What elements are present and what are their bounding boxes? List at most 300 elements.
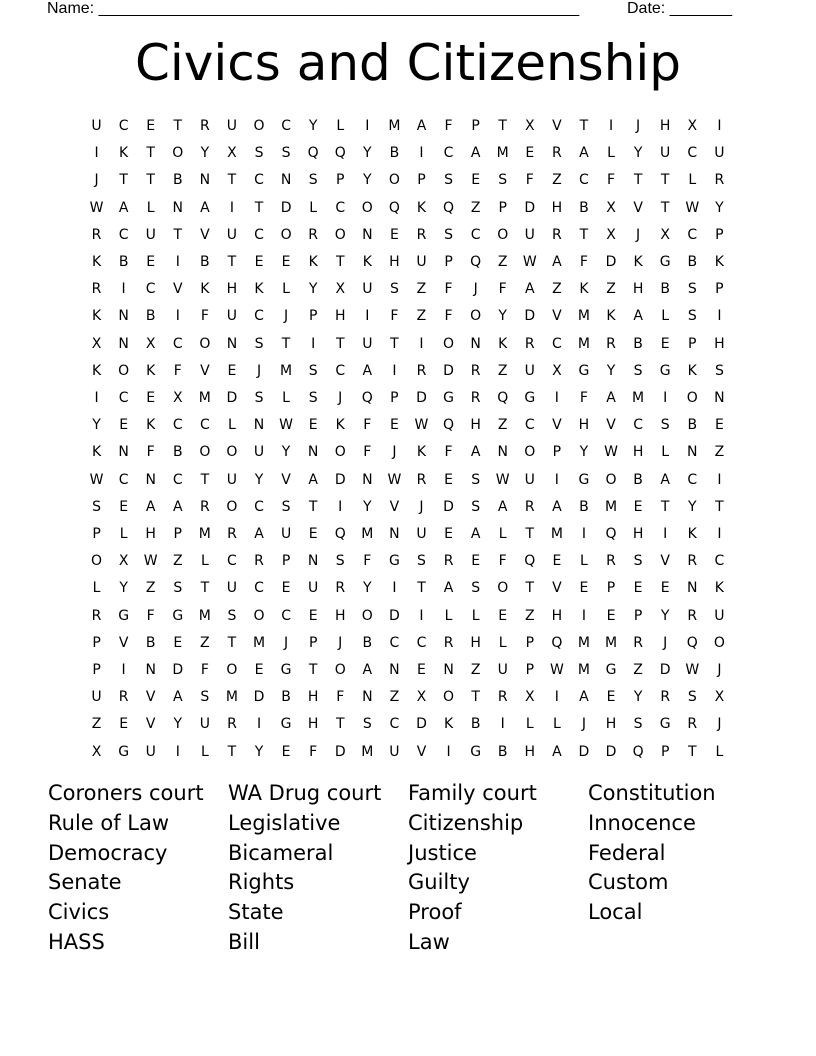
grid-letter[interactable]: N: [497, 444, 508, 461]
grid-letter[interactable]: K: [687, 362, 697, 379]
grid-letter[interactable]: I: [365, 308, 370, 325]
grid-letter[interactable]: I: [717, 526, 722, 543]
grid-letter[interactable]: L: [688, 172, 697, 189]
grid-letter[interactable]: L: [444, 607, 453, 624]
grid-letter[interactable]: N: [118, 308, 129, 325]
grid-letter[interactable]: R: [91, 607, 102, 624]
grid-letter[interactable]: S: [471, 498, 481, 515]
grid-letter[interactable]: D: [172, 662, 184, 679]
grid-letter[interactable]: L: [607, 145, 615, 162]
grid-letter[interactable]: O: [443, 335, 455, 352]
grid-letter[interactable]: A: [254, 526, 264, 543]
grid-letter[interactable]: G: [388, 553, 400, 570]
grid-letter[interactable]: T: [525, 580, 535, 597]
grid-letter[interactable]: T: [471, 689, 480, 706]
grid-letter[interactable]: B: [200, 254, 210, 271]
grid-letter[interactable]: K: [91, 308, 102, 325]
grid-letter[interactable]: D: [524, 308, 536, 325]
grid-letter[interactable]: N: [199, 172, 211, 189]
grid-letter[interactable]: L: [146, 199, 155, 216]
grid-letter[interactable]: T: [227, 254, 237, 271]
grid-letter[interactable]: P: [92, 526, 101, 543]
grid-letter[interactable]: O: [199, 335, 211, 352]
grid-letter[interactable]: C: [118, 471, 129, 488]
grid-letter[interactable]: Z: [416, 281, 427, 298]
grid-letter[interactable]: L: [200, 743, 209, 760]
grid-letter[interactable]: K: [579, 281, 589, 298]
grid-letter[interactable]: K: [714, 580, 724, 597]
grid-letter[interactable]: A: [145, 498, 156, 515]
grid-letter[interactable]: K: [91, 444, 102, 461]
grid-letter[interactable]: B: [145, 634, 156, 651]
grid-letter[interactable]: E: [389, 417, 399, 434]
grid-letter[interactable]: I: [554, 689, 559, 706]
grid-letter[interactable]: C: [254, 172, 264, 189]
grid-letter[interactable]: I: [94, 390, 99, 407]
grid-letter[interactable]: G: [470, 743, 482, 760]
grid-letter[interactable]: E: [146, 118, 156, 134]
grid-letter[interactable]: S: [417, 553, 426, 570]
grid-letter[interactable]: P: [633, 607, 643, 624]
grid-letter[interactable]: P: [715, 281, 724, 298]
grid-letter[interactable]: N: [714, 390, 725, 407]
grid-letter[interactable]: M: [577, 662, 590, 679]
grid-letter[interactable]: Y: [200, 145, 210, 162]
grid-letter[interactable]: E: [119, 716, 129, 733]
grid-letter[interactable]: P: [444, 254, 453, 271]
grid-letter[interactable]: Y: [363, 580, 372, 597]
grid-letter[interactable]: U: [660, 145, 671, 162]
grid-letter[interactable]: Y: [254, 743, 264, 760]
grid-letter[interactable]: X: [714, 689, 725, 706]
grid-letter[interactable]: T: [227, 172, 237, 189]
grid-letter[interactable]: A: [470, 444, 481, 461]
grid-letter[interactable]: S: [389, 281, 399, 298]
grid-letter[interactable]: N: [145, 662, 156, 679]
grid-letter[interactable]: M: [361, 526, 374, 543]
grid-letter[interactable]: R: [416, 362, 427, 379]
grid-letter[interactable]: K: [254, 281, 264, 298]
grid-letter[interactable]: N: [118, 444, 129, 461]
grid-letter[interactable]: T: [200, 471, 210, 488]
grid-letter[interactable]: R: [497, 689, 508, 706]
grid-letter[interactable]: H: [659, 118, 671, 134]
grid-letter[interactable]: L: [715, 743, 724, 760]
grid-letter[interactable]: Y: [308, 281, 318, 298]
grid-letter[interactable]: Z: [497, 362, 508, 379]
grid-letter[interactable]: G: [578, 362, 590, 379]
grid-letter[interactable]: V: [606, 417, 616, 434]
grid-letter[interactable]: Z: [524, 607, 535, 624]
grid-letter[interactable]: T: [308, 498, 318, 515]
grid-letter[interactable]: O: [388, 172, 400, 189]
grid-letter[interactable]: F: [579, 390, 588, 407]
grid-letter[interactable]: C: [389, 716, 400, 733]
grid-letter[interactable]: T: [660, 199, 670, 216]
grid-letter[interactable]: A: [525, 281, 535, 298]
grid-letter[interactable]: J: [338, 634, 343, 651]
grid-letter[interactable]: O: [118, 362, 130, 379]
grid-letter[interactable]: X: [335, 281, 346, 298]
grid-letter[interactable]: H: [605, 716, 617, 733]
grid-letter[interactable]: C: [335, 199, 346, 216]
grid-letter[interactable]: W: [495, 471, 510, 488]
grid-letter[interactable]: U: [226, 308, 238, 325]
grid-letter[interactable]: V: [552, 417, 562, 434]
grid-letter[interactable]: R: [606, 553, 616, 570]
grid-letter[interactable]: S: [714, 362, 724, 379]
grid-letter[interactable]: Y: [363, 498, 372, 515]
grid-letter[interactable]: I: [229, 199, 234, 216]
grid-letter[interactable]: C: [281, 118, 291, 134]
grid-letter[interactable]: U: [226, 471, 238, 488]
grid-letter[interactable]: B: [281, 689, 291, 706]
grid-letter[interactable]: I: [256, 716, 262, 733]
grid-letter[interactable]: U: [253, 444, 265, 461]
grid-letter[interactable]: O: [280, 226, 292, 243]
grid-letter[interactable]: S: [335, 553, 345, 570]
grid-letter[interactable]: T: [335, 335, 345, 352]
grid-letter[interactable]: F: [363, 417, 372, 434]
grid-letter[interactable]: T: [227, 634, 237, 651]
grid-letter[interactable]: P: [308, 634, 318, 651]
grid-letter[interactable]: X: [606, 226, 616, 243]
grid-letter[interactable]: L: [471, 607, 480, 624]
grid-letter[interactable]: K: [416, 444, 427, 461]
grid-letter[interactable]: L: [580, 553, 588, 570]
grid-letter[interactable]: A: [552, 743, 562, 760]
grid-letter[interactable]: U: [226, 580, 238, 597]
grid-letter[interactable]: U: [524, 226, 535, 243]
grid-letter[interactable]: F: [444, 308, 453, 325]
grid-letter[interactable]: A: [579, 689, 589, 706]
grid-letter[interactable]: R: [470, 390, 481, 407]
grid-letter[interactable]: F: [146, 607, 155, 624]
grid-letter[interactable]: A: [416, 118, 427, 134]
grid-letter[interactable]: Q: [361, 390, 373, 407]
grid-letter[interactable]: T: [579, 226, 589, 243]
grid-letter[interactable]: T: [633, 172, 643, 189]
grid-letter[interactable]: E: [308, 526, 318, 543]
grid-letter[interactable]: M: [577, 335, 590, 352]
grid-letter[interactable]: H: [551, 199, 563, 216]
grid-letter[interactable]: R: [91, 281, 102, 298]
grid-letter[interactable]: K: [146, 362, 156, 379]
grid-letter[interactable]: M: [577, 634, 590, 651]
grid-letter[interactable]: I: [392, 362, 397, 379]
grid-letter[interactable]: T: [335, 254, 345, 271]
grid-letter[interactable]: X: [524, 689, 535, 706]
grid-letter[interactable]: E: [173, 634, 183, 651]
grid-letter[interactable]: U: [145, 743, 156, 760]
grid-letter[interactable]: A: [172, 689, 183, 706]
grid-letter[interactable]: E: [606, 689, 616, 706]
grid-letter[interactable]: U: [226, 118, 238, 134]
grid-letter[interactable]: T: [525, 526, 535, 543]
grid-letter[interactable]: O: [713, 634, 725, 651]
grid-letter[interactable]: L: [498, 634, 507, 651]
grid-letter[interactable]: Y: [254, 471, 264, 488]
grid-letter[interactable]: O: [334, 226, 346, 243]
grid-letter[interactable]: N: [389, 526, 400, 543]
grid-letter[interactable]: R: [199, 498, 210, 515]
grid-letter[interactable]: Z: [497, 417, 508, 434]
grid-letter[interactable]: G: [118, 743, 130, 760]
grid-letter[interactable]: H: [334, 607, 346, 624]
grid-letter[interactable]: Z: [714, 444, 725, 461]
grid-letter[interactable]: J: [419, 498, 424, 515]
grid-letter[interactable]: F: [498, 281, 507, 298]
grid-letter[interactable]: E: [525, 145, 535, 162]
grid-letter[interactable]: W: [414, 417, 429, 434]
grid-letter[interactable]: R: [633, 634, 643, 651]
grid-letter[interactable]: A: [497, 498, 508, 515]
grid-letter[interactable]: Y: [308, 118, 318, 134]
grid-letter[interactable]: O: [253, 118, 265, 134]
grid-letter[interactable]: X: [524, 118, 535, 134]
grid-letter[interactable]: Z: [633, 662, 643, 679]
grid-letter[interactable]: J: [284, 308, 289, 325]
grid-letter[interactable]: O: [334, 662, 346, 679]
grid-letter[interactable]: D: [578, 743, 590, 760]
grid-letter[interactable]: P: [606, 580, 616, 597]
grid-letter[interactable]: D: [280, 199, 292, 216]
grid-letter[interactable]: F: [525, 172, 534, 189]
grid-letter[interactable]: U: [226, 226, 238, 243]
grid-letter[interactable]: I: [338, 498, 343, 515]
grid-letter[interactable]: I: [554, 390, 559, 407]
grid-letter[interactable]: A: [470, 526, 481, 543]
grid-letter[interactable]: B: [172, 172, 183, 189]
grid-letter[interactable]: T: [254, 199, 264, 216]
grid-letter[interactable]: R: [687, 607, 698, 624]
grid-letter[interactable]: Q: [524, 553, 536, 570]
grid-letter[interactable]: F: [200, 662, 209, 679]
grid-letter[interactable]: E: [633, 498, 643, 515]
grid-letter[interactable]: R: [118, 689, 129, 706]
grid-letter[interactable]: J: [473, 281, 478, 298]
grid-letter[interactable]: L: [282, 390, 290, 407]
grid-letter[interactable]: T: [227, 743, 237, 760]
grid-letter[interactable]: T: [498, 118, 507, 134]
grid-letter[interactable]: Z: [389, 689, 400, 706]
grid-letter[interactable]: Y: [579, 444, 589, 461]
grid-letter[interactable]: S: [444, 226, 453, 243]
grid-letter[interactable]: A: [308, 471, 318, 488]
grid-letter[interactable]: C: [118, 390, 129, 407]
grid-letter[interactable]: P: [417, 172, 426, 189]
grid-letter[interactable]: H: [145, 526, 156, 543]
grid-letter[interactable]: H: [470, 634, 481, 651]
grid-letter[interactable]: Q: [497, 390, 509, 407]
grid-letter[interactable]: Q: [686, 634, 698, 651]
grid-letter[interactable]: C: [281, 607, 291, 624]
grid-letter[interactable]: J: [338, 390, 343, 407]
grid-letter[interactable]: V: [660, 553, 670, 570]
grid-letter[interactable]: D: [389, 607, 400, 624]
grid-letter[interactable]: J: [636, 118, 641, 134]
grid-letter[interactable]: W: [387, 471, 402, 488]
grid-letter[interactable]: K: [200, 281, 210, 298]
grid-letter[interactable]: B: [687, 417, 698, 434]
grid-letter[interactable]: P: [308, 308, 318, 325]
grid-letter[interactable]: H: [524, 743, 536, 760]
grid-letter[interactable]: C: [172, 471, 183, 488]
grid-letter[interactable]: J: [284, 634, 289, 651]
grid-letter[interactable]: L: [309, 199, 318, 216]
grid-letter[interactable]: V: [552, 118, 562, 134]
grid-letter[interactable]: D: [605, 254, 617, 271]
grid-letter[interactable]: H: [551, 607, 563, 624]
grid-letter[interactable]: L: [661, 444, 670, 461]
grid-letter[interactable]: G: [578, 471, 590, 488]
grid-letter[interactable]: Q: [388, 199, 400, 216]
grid-letter[interactable]: R: [308, 226, 319, 243]
grid-letter[interactable]: N: [687, 580, 698, 597]
grid-letter[interactable]: F: [606, 172, 616, 189]
grid-letter[interactable]: A: [443, 580, 454, 597]
grid-letter[interactable]: E: [633, 580, 643, 597]
grid-letter[interactable]: J: [94, 172, 99, 189]
grid-letter[interactable]: K: [335, 417, 345, 434]
grid-letter[interactable]: Y: [173, 716, 183, 733]
grid-letter[interactable]: X: [172, 390, 183, 407]
grid-letter[interactable]: R: [227, 716, 237, 733]
grid-letter[interactable]: A: [470, 145, 481, 162]
grid-letter[interactable]: V: [172, 281, 183, 298]
grid-letter[interactable]: I: [175, 308, 180, 325]
grid-letter[interactable]: Z: [200, 634, 210, 651]
grid-letter[interactable]: H: [632, 281, 644, 298]
grid-letter[interactable]: R: [660, 689, 671, 706]
grid-letter[interactable]: X: [416, 689, 427, 706]
grid-letter[interactable]: A: [362, 362, 373, 379]
grid-letter[interactable]: Y: [363, 172, 372, 189]
grid-letter[interactable]: G: [280, 716, 292, 733]
grid-letter[interactable]: Z: [552, 172, 562, 189]
grid-letter[interactable]: P: [92, 634, 101, 651]
grid-letter[interactable]: K: [606, 308, 616, 325]
grid-letter[interactable]: S: [308, 172, 318, 189]
grid-letter[interactable]: Y: [119, 580, 128, 597]
grid-letter[interactable]: L: [336, 118, 345, 134]
grid-letter[interactable]: U: [714, 607, 725, 624]
grid-letter[interactable]: M: [550, 526, 563, 543]
grid-letter[interactable]: T: [173, 118, 183, 134]
grid-letter[interactable]: E: [308, 417, 318, 434]
grid-letter[interactable]: V: [145, 689, 156, 706]
grid-letter[interactable]: U: [416, 526, 427, 543]
grid-letter[interactable]: I: [717, 308, 722, 325]
grid-letter[interactable]: O: [226, 444, 238, 461]
grid-letter[interactable]: I: [581, 607, 587, 624]
grid-letter[interactable]: S: [687, 689, 697, 706]
grid-letter[interactable]: G: [605, 662, 617, 679]
grid-letter[interactable]: E: [471, 172, 481, 189]
grid-letter[interactable]: T: [417, 580, 426, 597]
grid-letter[interactable]: Q: [334, 526, 346, 543]
grid-letter[interactable]: S: [660, 417, 670, 434]
grid-letter[interactable]: G: [280, 662, 292, 679]
grid-letter[interactable]: N: [362, 226, 373, 243]
grid-letter[interactable]: E: [417, 662, 426, 679]
grid-letter[interactable]: S: [362, 716, 372, 733]
grid-letter[interactable]: I: [663, 390, 668, 407]
grid-letter[interactable]: J: [256, 362, 262, 379]
grid-letter[interactable]: Y: [660, 607, 670, 624]
grid-letter[interactable]: D: [416, 716, 427, 733]
grid-letter[interactable]: M: [252, 634, 266, 651]
grid-letter[interactable]: N: [280, 172, 292, 189]
grid-letter[interactable]: V: [200, 226, 210, 243]
grid-letter[interactable]: I: [419, 335, 424, 352]
grid-letter[interactable]: I: [446, 743, 451, 760]
grid-letter[interactable]: A: [172, 498, 183, 515]
grid-letter[interactable]: M: [198, 526, 211, 543]
date-line[interactable]: Date: _______: [627, 0, 732, 17]
grid-letter[interactable]: D: [605, 743, 617, 760]
grid-letter[interactable]: M: [496, 145, 509, 162]
grid-letter[interactable]: C: [389, 634, 400, 651]
grid-letter[interactable]: O: [524, 444, 536, 461]
grid-letter[interactable]: D: [226, 390, 238, 407]
grid-letter[interactable]: X: [145, 335, 156, 352]
grid-letter[interactable]: E: [227, 362, 237, 379]
grid-letter[interactable]: O: [253, 607, 265, 624]
grid-letter[interactable]: O: [470, 308, 482, 325]
grid-letter[interactable]: C: [633, 417, 643, 434]
grid-letter[interactable]: B: [389, 145, 400, 162]
grid-letter[interactable]: N: [145, 471, 156, 488]
grid-letter[interactable]: T: [146, 145, 155, 162]
grid-letter[interactable]: L: [119, 526, 128, 543]
grid-letter[interactable]: T: [660, 172, 670, 189]
grid-letter[interactable]: D: [443, 362, 454, 379]
grid-letter[interactable]: X: [687, 118, 698, 134]
grid-letter[interactable]: E: [281, 254, 291, 271]
grid-letter[interactable]: T: [200, 580, 210, 597]
grid-letter[interactable]: Y: [498, 308, 507, 325]
grid-letter[interactable]: S: [633, 362, 643, 379]
grid-letter[interactable]: B: [660, 281, 670, 298]
grid-letter[interactable]: I: [663, 526, 668, 543]
grid-letter[interactable]: Y: [687, 498, 697, 515]
grid-letter[interactable]: O: [443, 689, 455, 706]
grid-letter[interactable]: I: [392, 580, 397, 597]
grid-letter[interactable]: T: [390, 335, 399, 352]
grid-letter[interactable]: M: [604, 498, 618, 515]
grid-letter[interactable]: A: [579, 145, 589, 162]
grid-letter[interactable]: K: [633, 254, 643, 271]
grid-letter[interactable]: H: [632, 526, 644, 543]
grid-letter[interactable]: U: [524, 471, 535, 488]
grid-letter[interactable]: W: [604, 444, 618, 461]
grid-letter[interactable]: E: [498, 607, 508, 624]
grid-letter[interactable]: L: [498, 526, 507, 543]
grid-letter[interactable]: N: [307, 553, 319, 570]
grid-letter[interactable]: W: [279, 417, 293, 434]
grid-letter[interactable]: I: [175, 743, 180, 760]
grid-letter[interactable]: U: [145, 226, 156, 243]
grid-letter[interactable]: I: [581, 526, 587, 543]
grid-letter[interactable]: U: [416, 254, 427, 271]
grid-letter[interactable]: Y: [281, 444, 291, 461]
grid-letter[interactable]: B: [470, 716, 481, 733]
grid-letter[interactable]: S: [281, 498, 291, 515]
grid-letter[interactable]: N: [307, 444, 319, 461]
grid-letter[interactable]: D: [416, 390, 427, 407]
name-line[interactable]: Name: ______________________________________________________: [47, 0, 580, 17]
